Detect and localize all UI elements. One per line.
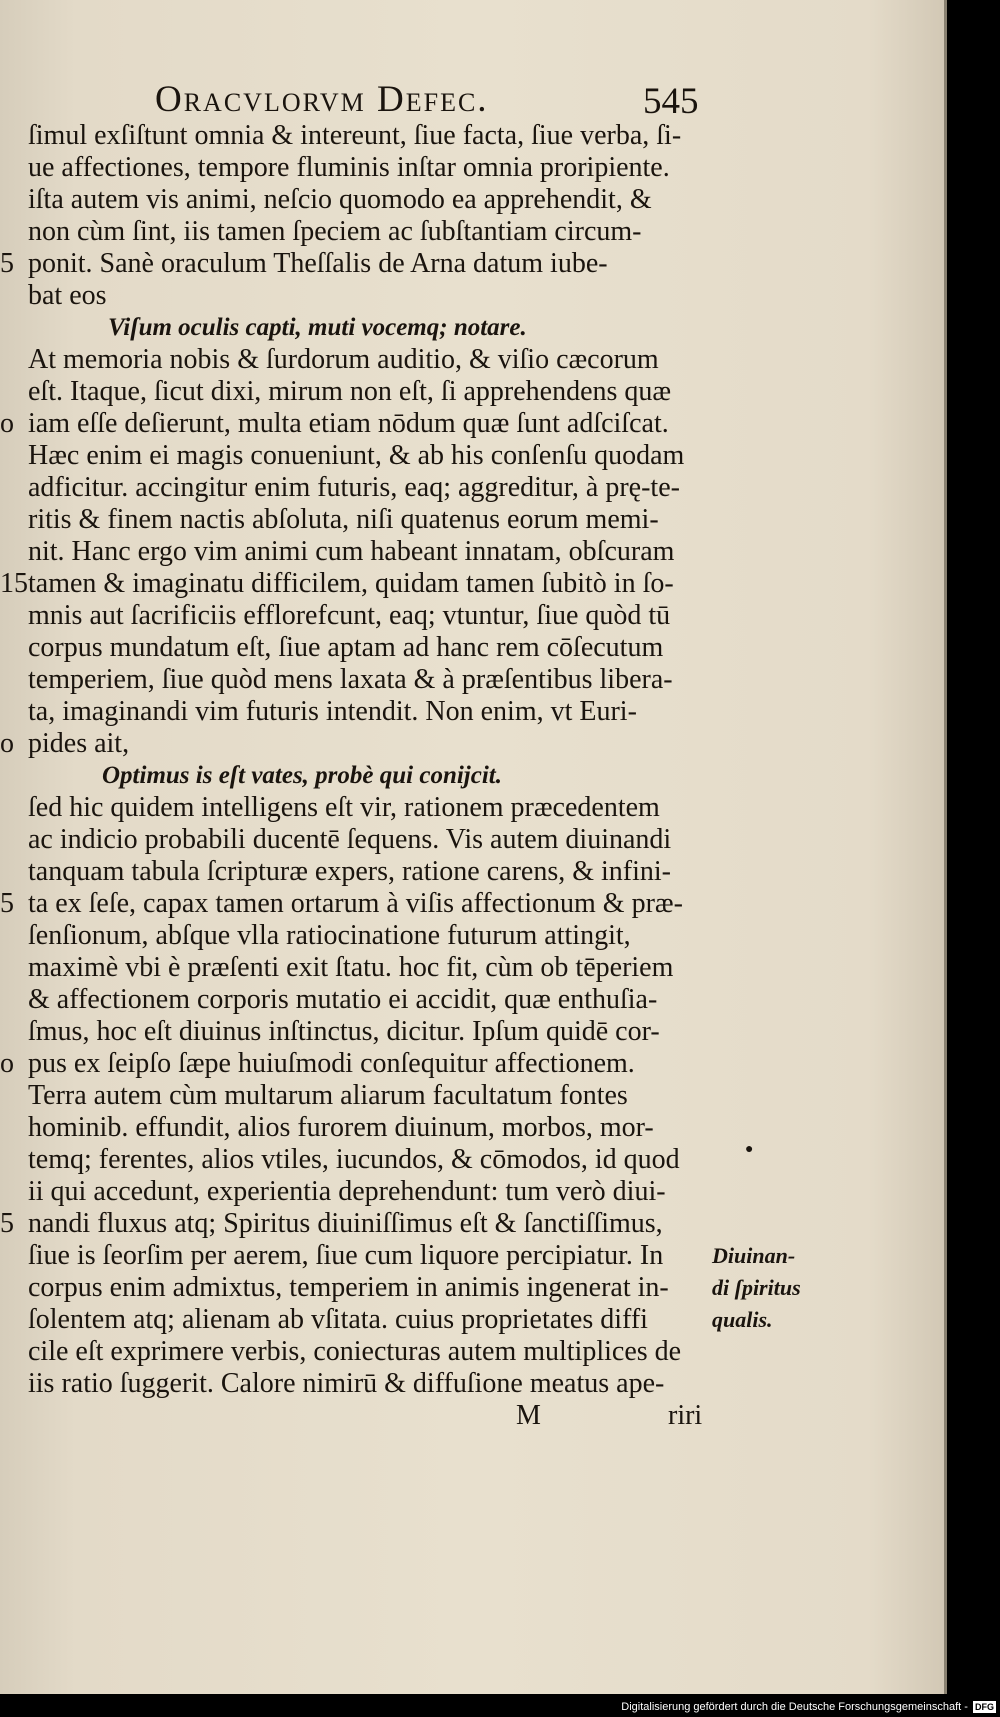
text-line: bat eos: [28, 280, 107, 311]
text-line: eſt. Itaque, ſicut dixi, mirum non eſt, ſi apprehendens quæ: [28, 376, 672, 407]
line-number: o: [0, 728, 14, 759]
text-line: nit. Hanc ergo vim animi cum habeant innatam, obſcuram: [28, 536, 675, 567]
digitization-footer: [0, 1697, 996, 1717]
line-number: o: [0, 408, 14, 439]
dfg-logo: DFG: [975, 1702, 994, 1712]
text-line: ſed hic quidem intelligens eſt vir, rationem præcedentem: [28, 792, 660, 823]
text-line: cile eſt exprimere verbis, coniecturas autem multiplices de: [28, 1336, 682, 1367]
text-line: temperiem, ſiue quòd mens laxata & à præſentibus libera-: [28, 664, 673, 695]
marginal-note-line: Diuinan-: [712, 1243, 796, 1268]
text-line: tamen & imaginatu difficilem, quidam tamen ſubitò in ſo-: [28, 568, 674, 599]
footer-credit: Digitalisierung gefördert durch die Deutsche Forschungsgemeinschaft -: [621, 1701, 968, 1713]
text-line: tanquam tabula ſcripturæ expers, ratione carens, & infini-: [28, 856, 672, 887]
line-number: 15: [0, 568, 28, 599]
signature-mark: M: [516, 1400, 541, 1431]
text-line: iam eſſe deſierunt, multa etiam nōdum quæ ſunt adſciſcat.: [28, 408, 669, 439]
text-line: adficitur. accingitur enim futuris, eaq; aggreditur, à prę-te-: [28, 472, 680, 503]
text-line: Hæc enim ei magis conueniunt, & ab his conſenſu quodam: [28, 440, 685, 471]
text-line: iſta autem vis animi, neſcio quomodo ea apprehendit, &: [28, 184, 652, 215]
text-line: ac indicio probabili ducentē ſequens. Vis autem diuinandi: [28, 824, 672, 855]
text-line: & affectionem corporis mutatio ei accidit, quæ enthuſia-: [28, 984, 658, 1015]
line-number: 5: [0, 248, 14, 279]
text-line: hominib. effundit, alios furorem diuinum, morbos, mor-: [28, 1112, 654, 1143]
text-line: nandi fluxus atq; Spiritus diuiniſſimus eſt & ſanctiſſimus,: [28, 1208, 663, 1239]
text-line: non cùm ſint, iis tamen ſpeciem ac ſubſtantiam circum-: [28, 216, 642, 247]
line-number: 5: [0, 1208, 14, 1239]
line-number: 5: [0, 888, 14, 919]
marginal-note-line: di ſpiritus: [712, 1275, 801, 1300]
page-number: 545: [643, 81, 699, 122]
text-line: ſolentem atq; alienam ab vſitata. cuius proprietates diffi: [28, 1304, 648, 1335]
verse-line: Viſum oculis capti, muti vocemq; notare.: [108, 314, 527, 341]
text-line: ta ex ſeſe, capax tamen ortarum à viſis affectionum & præ-: [28, 888, 683, 919]
text-line: temq; ferentes, alios vtiles, iucundos, & cōmodos, id quod: [28, 1144, 680, 1175]
text-line: ſmus, hoc eſt diuinus inſtinctus, dicitur. Ipſum quidē cor-: [28, 1016, 660, 1047]
ink-dot: ●: [745, 1142, 754, 1157]
text-line: maximè vbi è præſenti exit ſtatu. hoc fit, cùm ob tēperiem: [28, 952, 674, 983]
text-line: ſenſionum, abſque vlla ratiocinatione futurum attingit,: [28, 920, 631, 951]
text-line: ii qui accedunt, experientia deprehendunt: tum verò diui-: [28, 1176, 666, 1207]
text-line: ſimul exſiſtunt omnia & intereunt, ſiue facta, ſiue verba, ſi-: [28, 120, 682, 151]
text-line: iis ratio ſuggerit. Calore nimirū & diffuſione meatus ape-: [28, 1368, 665, 1399]
text-line: mnis aut ſacrificiis efflorefcunt, eaq; vtuntur, ſiue quòd tū: [28, 600, 671, 631]
catchword: riri: [668, 1400, 703, 1431]
text-line: pides ait,: [28, 728, 130, 759]
line-number: o: [0, 1048, 14, 1079]
text-line: Terra autem cùm multarum aliarum facultatum fontes: [28, 1080, 628, 1111]
text-line: corpus mundatum eſt, ſiue aptam ad hanc rem cōſecutum: [28, 632, 664, 663]
text-line: ue affectiones, tempore fluminis inſtar omnia proripiente.: [28, 152, 670, 183]
verse-line: Optimus is eſt vates, probè qui conijcit.: [102, 762, 502, 789]
text-line: ta, imaginandi vim futuris intendit. Non enim, vt Euri-: [28, 696, 637, 727]
text-line: ritis & finem nactis abſoluta, niſi quatenus eorum memi-: [28, 504, 659, 535]
text-line: At memoria nobis & ſurdorum auditio, & viſio cæcorum: [28, 344, 659, 375]
marginal-note-line: qualis.: [712, 1307, 773, 1332]
text-line: ponit. Sanè oraculum Theſſalis de Arna datum iube-: [28, 248, 608, 279]
text-line: pus ex ſeipſo ſæpe huiuſmodi conſequitur affectionem.: [28, 1048, 635, 1079]
running-header: Oracvlorvm Defec.: [155, 79, 489, 120]
text-line: corpus enim admixtus, temperiem in animis ingenerat in-: [28, 1272, 669, 1303]
text-line: ſiue is ſeorſim per aerem, ſiue cum liquore percipiatur. In: [28, 1240, 664, 1271]
